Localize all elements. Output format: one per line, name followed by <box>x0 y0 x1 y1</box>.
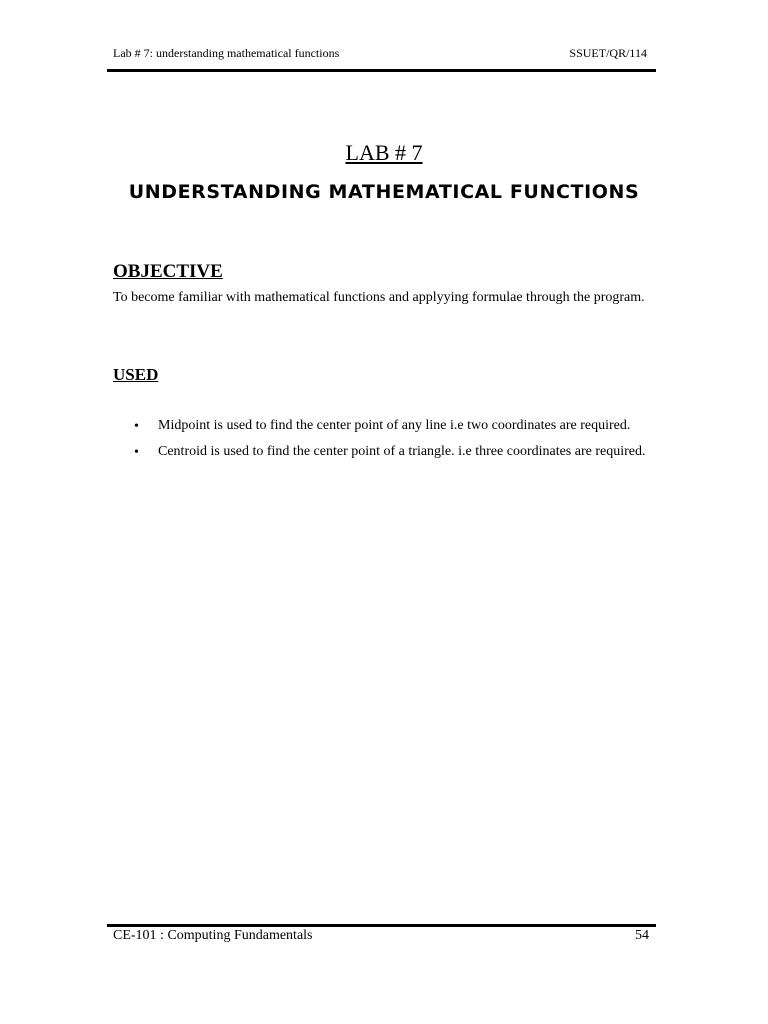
footer-rule <box>107 924 656 927</box>
header-lab-title: Lab # 7: understanding mathematical functions <box>113 46 340 60</box>
used-bullet-list <box>113 417 654 469</box>
footer-course-name: CE-101 : Computing Fundamentals <box>113 928 313 943</box>
list-item <box>113 443 654 460</box>
used-heading: USED <box>113 365 159 384</box>
lab-title-heading: UNDERSTANDING MATHEMATICAL FUNCTIONS <box>128 181 640 203</box>
bullet-icon: • <box>134 445 139 460</box>
lab-number-heading: LAB # 7 <box>345 140 423 165</box>
header-document-code: SSUET/QR/114 <box>569 46 647 60</box>
objective-heading: OBJECTIVE <box>113 261 223 282</box>
list-item <box>113 417 654 434</box>
objective-paragraph: To become familiar with mathematical functions and applyying formulae through the program. <box>113 290 645 305</box>
header-rule <box>107 69 656 72</box>
list-item-text: Centroid is used to find the center point of a triangle. i.e three coordinates are required. <box>158 444 646 459</box>
list-item-text: Midpoint is used to find the center point of any line i.e two coordinates are required. <box>158 418 631 433</box>
page-number: 54 <box>635 928 649 943</box>
bullet-icon: • <box>134 419 139 434</box>
